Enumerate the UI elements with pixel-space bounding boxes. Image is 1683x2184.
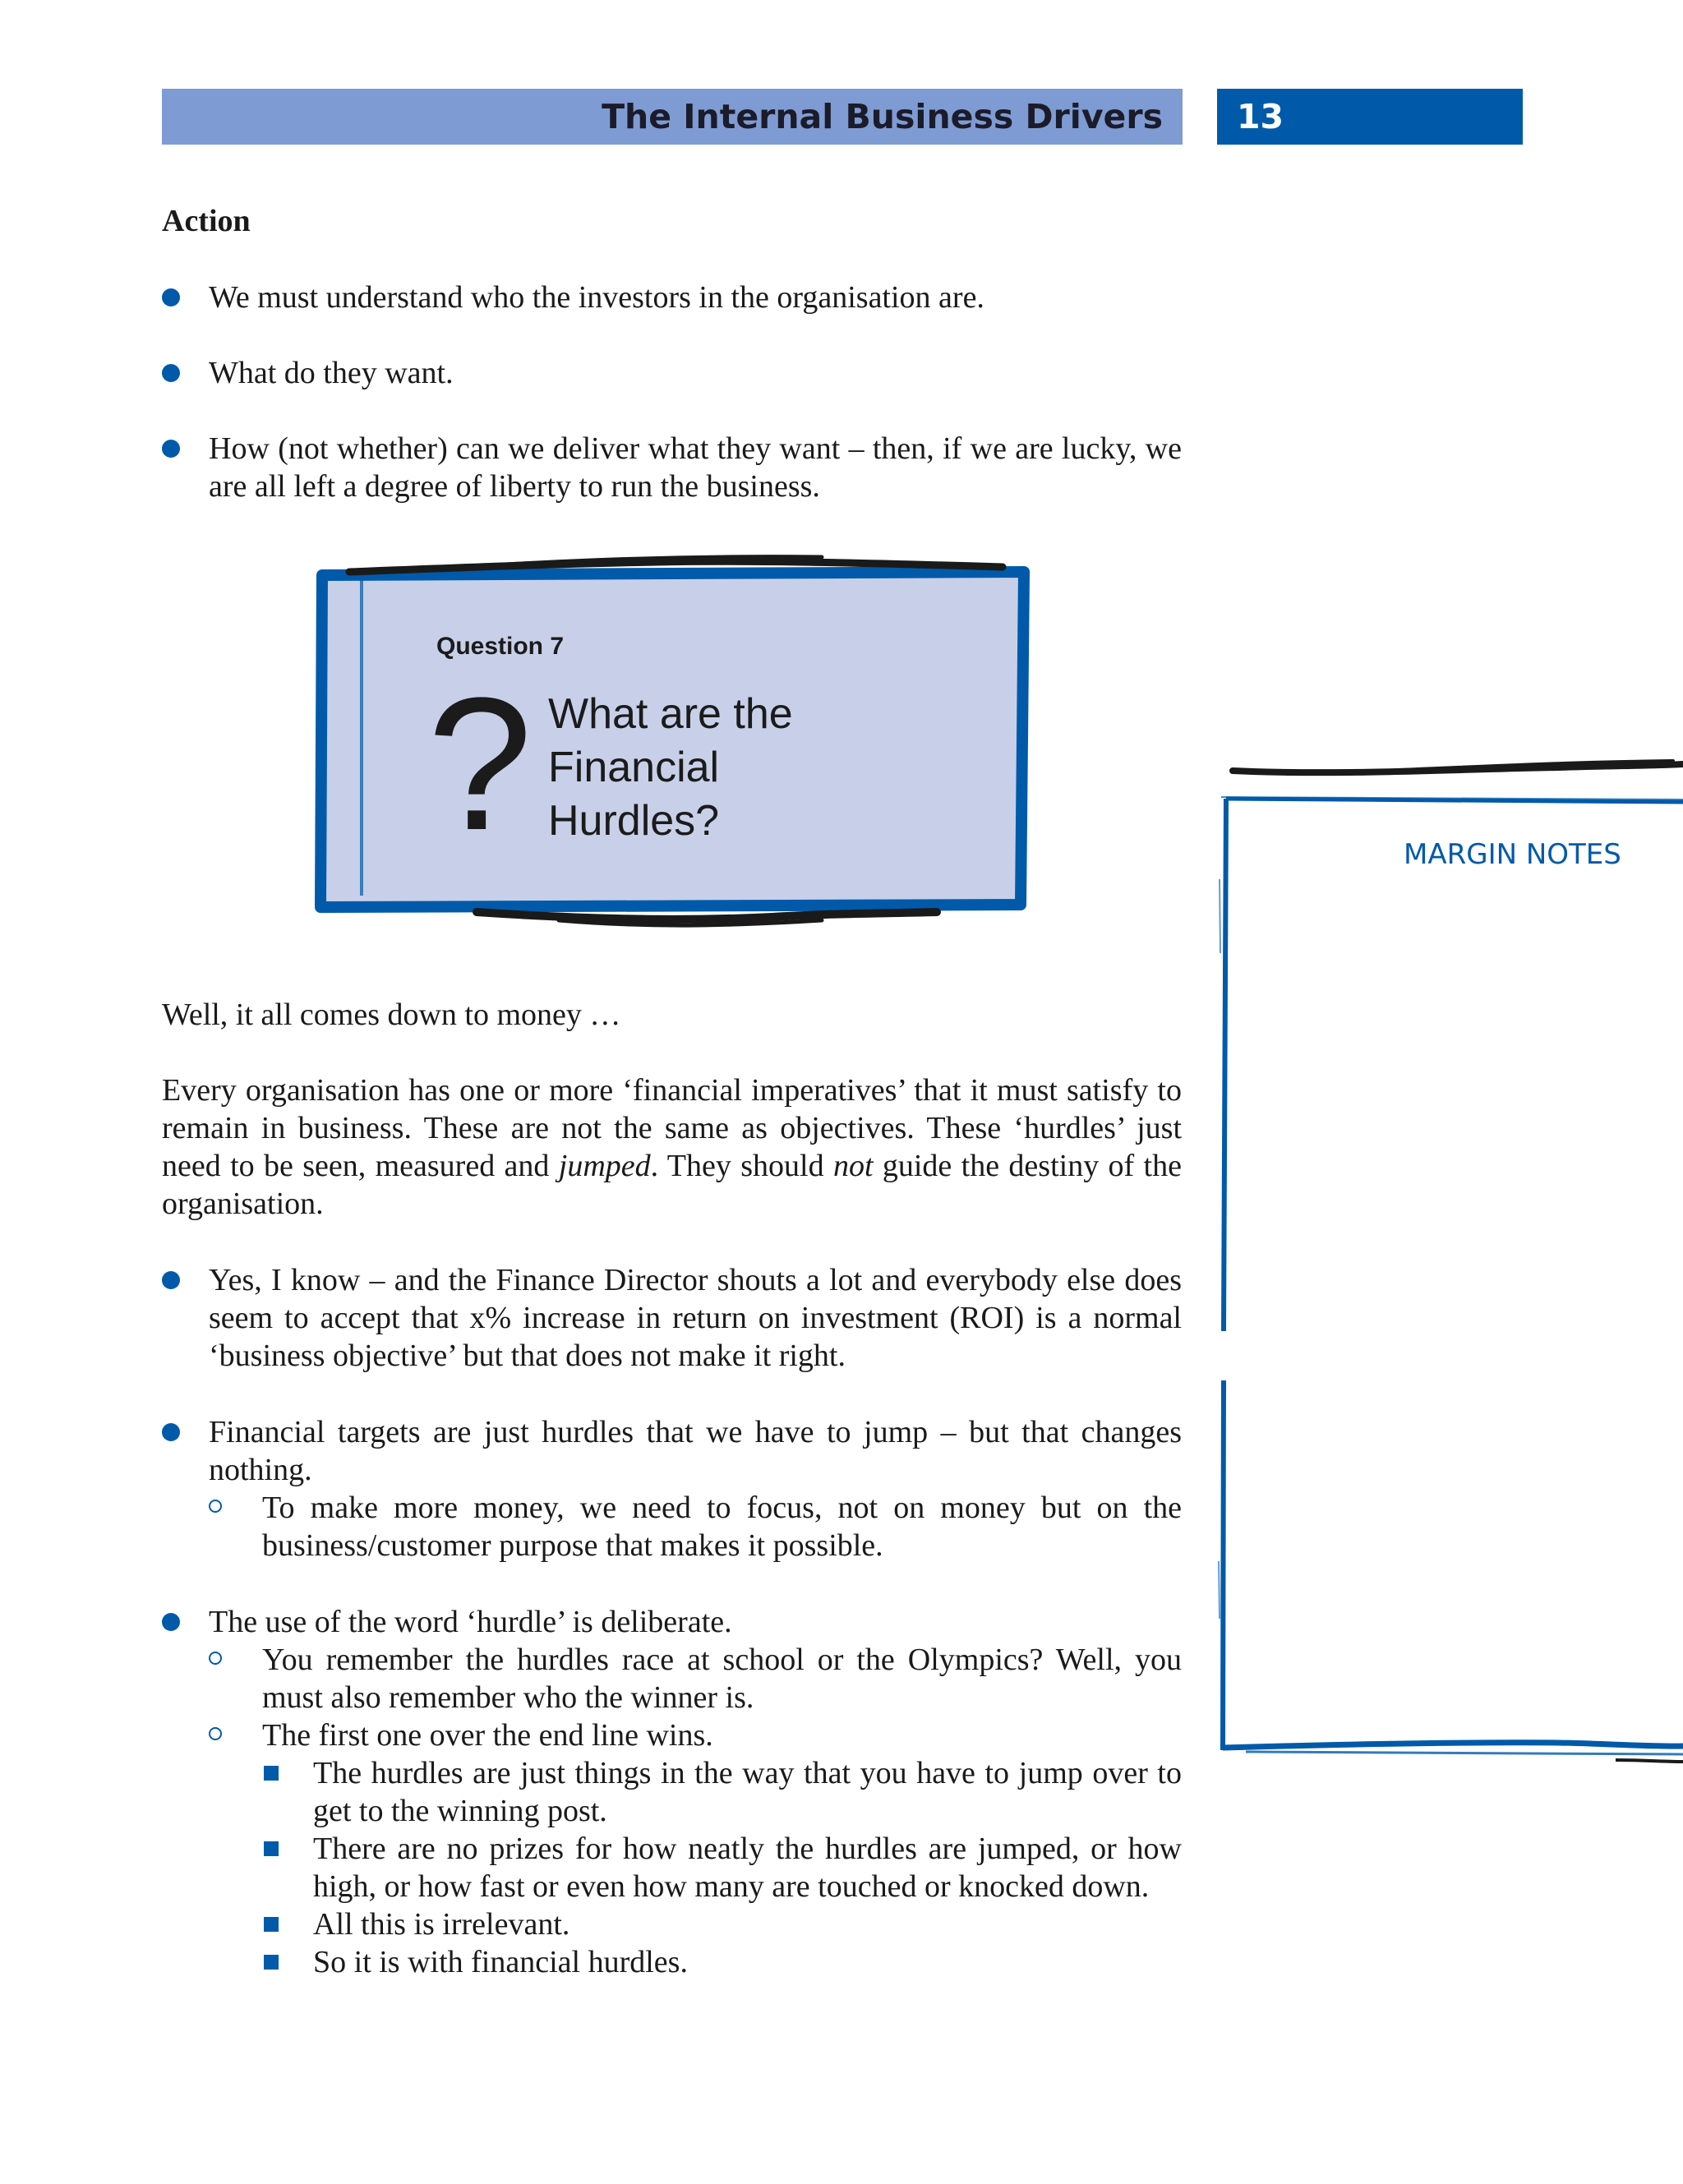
bullet-circle xyxy=(209,1500,222,1513)
body-bullet-text: Yes, I know – and the Finance Director shouts a lot and everybody else does seem to accept that x% increase in return on investment (ROI) is a normal ‘business objective’ but that does not make it right. xyxy=(209,1263,1182,1373)
question-mark-icon: ? xyxy=(427,658,533,869)
bullet-dot xyxy=(162,288,180,306)
paragraph-text: Every organisation has one or more ‘financial imperatives’ that it must satisfy to remain in business. These are not the same as objectives. These ‘hurdles’ just need to be seen, measured and xyxy=(162,1073,1182,1183)
running-header-bar xyxy=(162,89,1183,145)
action-bullet-3 xyxy=(162,430,1182,505)
bullet-square xyxy=(264,1917,279,1932)
action-heading: Action xyxy=(162,204,251,238)
action-bullet-text: What do they want. xyxy=(209,356,454,390)
body-bullet-3 xyxy=(162,1603,1182,1981)
body-bullet-text: The use of the word ‘hurdle’ is deliberate. xyxy=(209,1605,732,1639)
body-bullet-1 xyxy=(162,1261,1182,1375)
body-bullet-text: Financial targets are just hurdles that we have to jump – but that changes nothing. xyxy=(209,1415,1182,1487)
sub-bullet-text: You remember the hurdles race at school or the Olympics? Well, you must also remember who the winner is. xyxy=(262,1643,1182,1715)
bullet-dot xyxy=(162,1423,180,1441)
bullet-square xyxy=(264,1955,279,1970)
emphasis-jumped: jumped xyxy=(558,1149,651,1183)
sub-bullet-text: To make more money, we need to focus, not on money but on the business/customer purpose that makes it possible. xyxy=(262,1491,1182,1563)
action-bullet-text: How (not whether) can we deliver what they want – then, if we are lucky, we are all left a degree of liberty to run the business. xyxy=(209,431,1182,504)
page-number-box xyxy=(1217,89,1523,145)
bullet-circle xyxy=(209,1652,222,1665)
emphasis-not: not xyxy=(832,1149,874,1183)
question-box xyxy=(312,542,1035,953)
bullet-dot xyxy=(162,440,180,458)
sub-sub-bullet-text: So it is with financial hurdles. xyxy=(313,1945,688,1979)
paragraph-text: guide the destiny of the organisation. xyxy=(162,1149,1182,1221)
body-bullet-2 xyxy=(162,1413,1182,1564)
bullet-square xyxy=(264,1766,279,1781)
question-label: Question 7 xyxy=(436,633,565,660)
sub-sub-bullet-text: There are no prizes for how neatly the hurdles are jumped, or how high, or how fast or even how many are touched or knocked down. xyxy=(313,1832,1182,1904)
paragraph-text: . They should xyxy=(650,1149,833,1183)
action-bullet-1 xyxy=(162,279,1182,316)
margin-notes-title: MARGIN NOTES xyxy=(1404,838,1621,871)
bullet-dot xyxy=(162,1271,180,1289)
intro-text: Well, it all comes down to money … xyxy=(162,998,621,1032)
action-bullet-2 xyxy=(162,354,1182,392)
financial-imperatives-paragraph xyxy=(162,1071,1182,1223)
bullet-dot xyxy=(162,364,180,382)
sub-bullet-text: The first one over the end line wins. xyxy=(262,1718,713,1753)
running-header-title: The Internal Business Drivers xyxy=(602,97,1163,136)
bullet-circle xyxy=(209,1727,222,1740)
question-text: What are the Financial Hurdles? xyxy=(548,690,793,845)
sub-sub-bullet-text: All this is irrelevant. xyxy=(313,1907,570,1942)
action-section xyxy=(162,202,1182,240)
margin-notes-frame xyxy=(1213,756,1683,1775)
sub-sub-bullet-text: The hurdles are just things in the way that you have to jump over to get to the winning post. xyxy=(313,1756,1182,1828)
bullet-square xyxy=(264,1841,279,1856)
intro-paragraph xyxy=(162,996,1182,1034)
margin-notes-panel xyxy=(1213,756,1683,1775)
page-number: 13 xyxy=(1237,97,1284,136)
bullet-dot xyxy=(162,1613,180,1631)
action-bullet-text: We must understand who the investors in the organisation are. xyxy=(209,280,984,315)
